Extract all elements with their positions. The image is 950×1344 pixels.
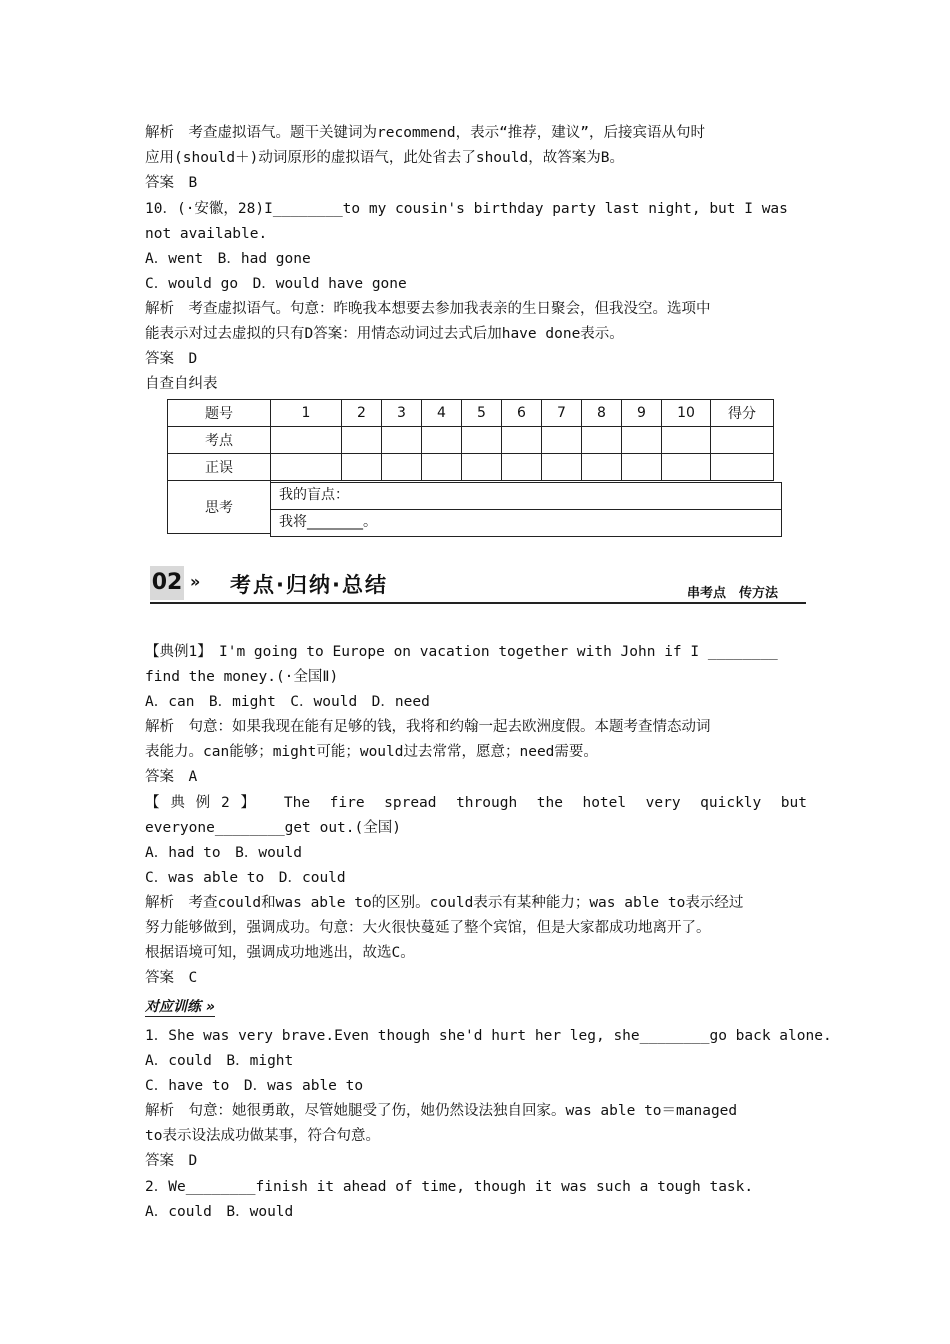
example2-answer: 答案 C [145,970,198,986]
header-cell: 10 [662,400,711,427]
q10-stem-line1: 10．(·安徽，28)I________to my cousin's birthday party last night, but I was [145,201,788,217]
example2-analysis-line1: 解析 考查could和was able to的区别。could表示有某种能力；was able to表示经过 [145,895,744,911]
q9-analysis-line1: 解析 考查虚拟语气。题干关键词为recommend，表示“推荐，建议”，后接宾语从句时 [145,125,706,141]
q10-analysis-line1: 解析 考查虚拟语气。句意：昨晚我本想要去参加我表亲的生日聚会，但我没空。选项中 [145,301,711,317]
q10-options-line1: A．went B．had gone [145,251,311,267]
header-cell: 8 [582,400,622,427]
practice1-analysis-line1: 解析 句意：她很勇敢，尽管她腿受了伤，她仍然设法独自回家。was able to＝managed [145,1103,738,1119]
section-title: 考点·归纳·总结 [230,573,388,597]
think-blindspot: 我的盲点： [270,482,782,509]
section-header [150,566,806,604]
practice1-answer: 答案 D [145,1153,198,1169]
example1-options: A．can B．might C．would D．need [145,694,430,710]
example1-stem-line1: 【典例1】 I'm going to Europe on vacation together with John if I ________ [145,644,778,660]
header-cell: 6 [502,400,542,427]
practice1-options-line1: A．could B．might [145,1053,294,1069]
example2-stem-line1: 【典例2】 The fire spread through the hotel very quickly but [145,795,807,811]
section-number: 02 [150,566,184,600]
practice1-options-line2: C．have to D．was able to [145,1078,364,1094]
q10-stem-line2: not available. [145,226,268,242]
think-plan: 我将________。 [270,509,782,537]
think-label: 思考 [168,481,271,534]
row-label: 正误 [168,454,271,481]
section-subtitle: 串考点 传方法 [686,586,778,601]
example2-analysis-line2: 努力能够做到，强调成功。句意：大火很快蔓延了整个宾馆，但是大家都成功地离开了。 [145,920,711,936]
header-cell: 7 [542,400,582,427]
section-arrow-icon: » [190,572,201,591]
header-cell: 2 [342,400,382,427]
q10-options-line2: C．would go D．would have gone [145,276,407,292]
header-cell: 题号 [168,400,271,427]
example1-answer: 答案 A [145,769,198,785]
header-cell: 4 [422,400,462,427]
selfcheck-title: 自查自纠表 [145,376,218,392]
q9-analysis-line2: 应用(should＋)动词原形的虚拟语气，此处省去了should，故答案为B。 [145,150,624,166]
example1-stem-line2: find the money.(·全国Ⅱ) [145,669,339,685]
example1-analysis-line1: 解析 句意：如果我现在能有足够的钱，我将和约翰一起去欧洲度假。本题考查情态动词 [145,719,711,735]
example1-analysis-line2: 表能力。can能够；might可能；would过去常常，愿意；need需要。 [145,744,598,760]
example2-options-line2: C．was able to D．could [145,870,346,886]
q9-answer: 答案 B [145,175,198,191]
selfcheck-zhengwu-row [168,454,774,481]
header-cell: 5 [462,400,502,427]
q10-analysis-line2: 能表示对过去虚拟的只有D答案：用情态动词过去式后加have done表示。 [145,326,624,342]
think-box [270,482,782,535]
example2-options-line1: A．had to B．would [145,845,302,861]
header-cell: 得分 [711,400,774,427]
selfcheck-header-row [168,400,774,427]
practice1-analysis-line2: to表示设法成功做某事，符合句意。 [145,1128,380,1144]
example2-analysis-line3: 根据语境可知，强调成功地逃出，故选C。 [145,945,415,961]
selfcheck-kaodian-row [168,427,774,454]
example2-stem-line2: everyone________get out.(全国) [145,820,401,836]
practice2-options-line1: A．could B．would [145,1204,294,1220]
practice2-stem: 2．We________finish it ahead of time, though it was such a tough task. [145,1179,754,1195]
header-cell: 3 [382,400,422,427]
practice1-stem: 1．She was very brave.Even though she'd hurt her leg, she________go back alone. [145,1028,832,1044]
row-label: 考点 [168,427,271,454]
practice-heading: 对应训练 » [145,996,215,1017]
q10-answer: 答案 D [145,351,198,367]
header-cell: 1 [271,400,342,427]
section-divider [150,602,806,604]
header-cell: 9 [622,400,662,427]
